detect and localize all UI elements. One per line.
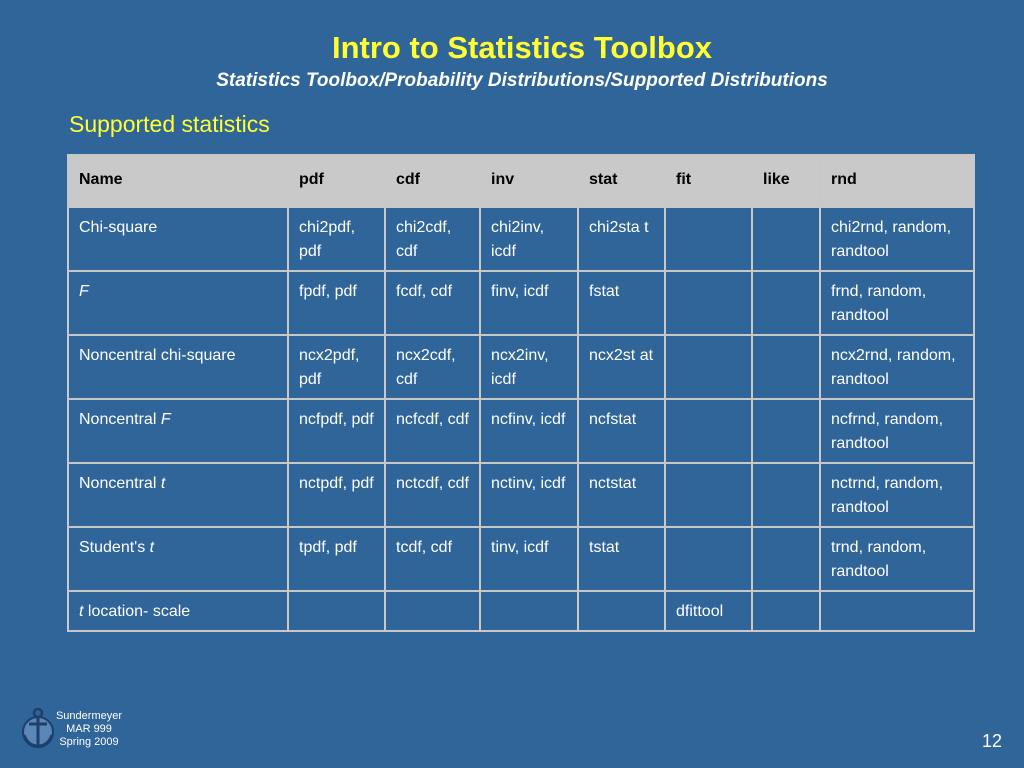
cell-cdf: ncfcdf, cdf — [385, 399, 480, 463]
slide-subtitle: Statistics Toolbox/Probability Distributions/Supported Distributions — [216, 70, 828, 91]
table-row — [68, 271, 974, 335]
cell-inv: chi2inv, icdf — [480, 207, 578, 271]
column-header-pdf: pdf — [288, 155, 385, 207]
cell-fit — [665, 527, 752, 591]
cell-like — [752, 463, 820, 527]
distribution-name-italic: F — [79, 283, 89, 300]
cell-like — [752, 399, 820, 463]
distribution-name-post: Chi-square — [79, 219, 158, 236]
cell-fit: dfittool — [665, 591, 752, 631]
distribution-name-pre: Noncentral — [79, 411, 161, 428]
cell-inv — [480, 591, 578, 631]
cell-rnd: frnd, random, randtool — [820, 271, 974, 335]
distribution-name-italic: t — [149, 539, 155, 556]
table-row — [68, 463, 974, 527]
cell-fit — [665, 399, 752, 463]
cell-like — [752, 335, 820, 399]
table-row — [68, 527, 974, 591]
cell-name — [68, 591, 288, 631]
cell-stat: ncfstat — [578, 399, 665, 463]
cell-name — [68, 207, 288, 271]
cell-pdf: fpdf, pdf — [288, 271, 385, 335]
column-header-rnd: rnd — [820, 155, 974, 207]
cell-name — [68, 527, 288, 591]
section-heading: Supported statistics — [69, 111, 270, 137]
cell-fit — [665, 463, 752, 527]
cell-like — [752, 591, 820, 631]
cell-name — [68, 271, 288, 335]
footer-term: Spring 2009 — [59, 736, 119, 748]
column-header-name: Name — [68, 155, 288, 207]
cell-stat: nctstat — [578, 463, 665, 527]
cell-inv: ncfinv, icdf — [480, 399, 578, 463]
supported-statistics-table — [67, 154, 975, 632]
cell-cdf — [385, 591, 480, 631]
cell-inv: finv, icdf — [480, 271, 578, 335]
page-number: 12 — [981, 731, 1002, 751]
table-row — [68, 335, 974, 399]
cell-pdf: nctpdf, pdf — [288, 463, 385, 527]
cell-cdf: ncx2cdf, cdf — [385, 335, 480, 399]
cell-rnd: nctrnd, random, randtool — [820, 463, 974, 527]
cell-cdf: tcdf, cdf — [385, 527, 480, 591]
slide-title: Intro to Statistics Toolbox — [331, 30, 713, 65]
cell-like — [752, 527, 820, 591]
cell-name — [68, 399, 288, 463]
table-header-row — [68, 155, 974, 207]
cell-inv: ncx2inv, icdf — [480, 335, 578, 399]
footer-course: MAR 999 — [66, 723, 112, 735]
cell-like — [752, 207, 820, 271]
table-row — [68, 591, 974, 631]
cell-fit — [665, 335, 752, 399]
cell-pdf: chi2pdf, pdf — [288, 207, 385, 271]
distribution-name-italic: t — [79, 603, 84, 620]
cell-rnd: trnd, random, randtool — [820, 527, 974, 591]
cell-cdf: nctcdf, cdf — [385, 463, 480, 527]
table-row — [68, 207, 974, 271]
cell-name — [68, 335, 288, 399]
cell-rnd — [820, 591, 974, 631]
cell-pdf: tpdf, pdf — [288, 527, 385, 591]
cell-cdf: fcdf, cdf — [385, 271, 480, 335]
cell-inv: nctinv, icdf — [480, 463, 578, 527]
cell-stat — [578, 591, 665, 631]
footer-credits — [52, 710, 126, 749]
column-header-like: like — [752, 155, 820, 207]
cell-fit — [665, 207, 752, 271]
table-body — [68, 207, 974, 631]
footer-author: Sundermeyer — [55, 710, 123, 722]
distribution-name-italic: F — [160, 411, 171, 428]
column-header-inv: inv — [480, 155, 578, 207]
column-header-stat: stat — [578, 155, 665, 207]
cell-stat: ncx2st at — [578, 335, 665, 399]
cell-pdf: ncx2pdf, pdf — [288, 335, 385, 399]
distribution-name-post: location- scale — [83, 603, 191, 620]
column-header-cdf: cdf — [385, 155, 480, 207]
cell-stat: tstat — [578, 527, 665, 591]
distribution-name-italic: t — [160, 475, 166, 492]
cell-like — [752, 271, 820, 335]
cell-inv: tinv, icdf — [480, 527, 578, 591]
cell-rnd: chi2rnd, random, randtool — [820, 207, 974, 271]
cell-name — [68, 463, 288, 527]
cell-rnd: ncx2rnd, random, randtool — [820, 335, 974, 399]
cell-rnd: ncfrnd, random, randtool — [820, 399, 974, 463]
table-row — [68, 399, 974, 463]
cell-stat: chi2sta t — [578, 207, 665, 271]
cell-pdf — [288, 591, 385, 631]
cell-cdf: chi2cdf, cdf — [385, 207, 480, 271]
distribution-name-pre: Student's — [79, 539, 150, 556]
distribution-name-pre: Noncentral chi-square — [79, 347, 236, 364]
distribution-name-pre: Noncentral — [79, 475, 161, 492]
column-header-fit: fit — [665, 155, 752, 207]
cell-fit — [665, 271, 752, 335]
cell-pdf: ncfpdf, pdf — [288, 399, 385, 463]
cell-stat: fstat — [578, 271, 665, 335]
